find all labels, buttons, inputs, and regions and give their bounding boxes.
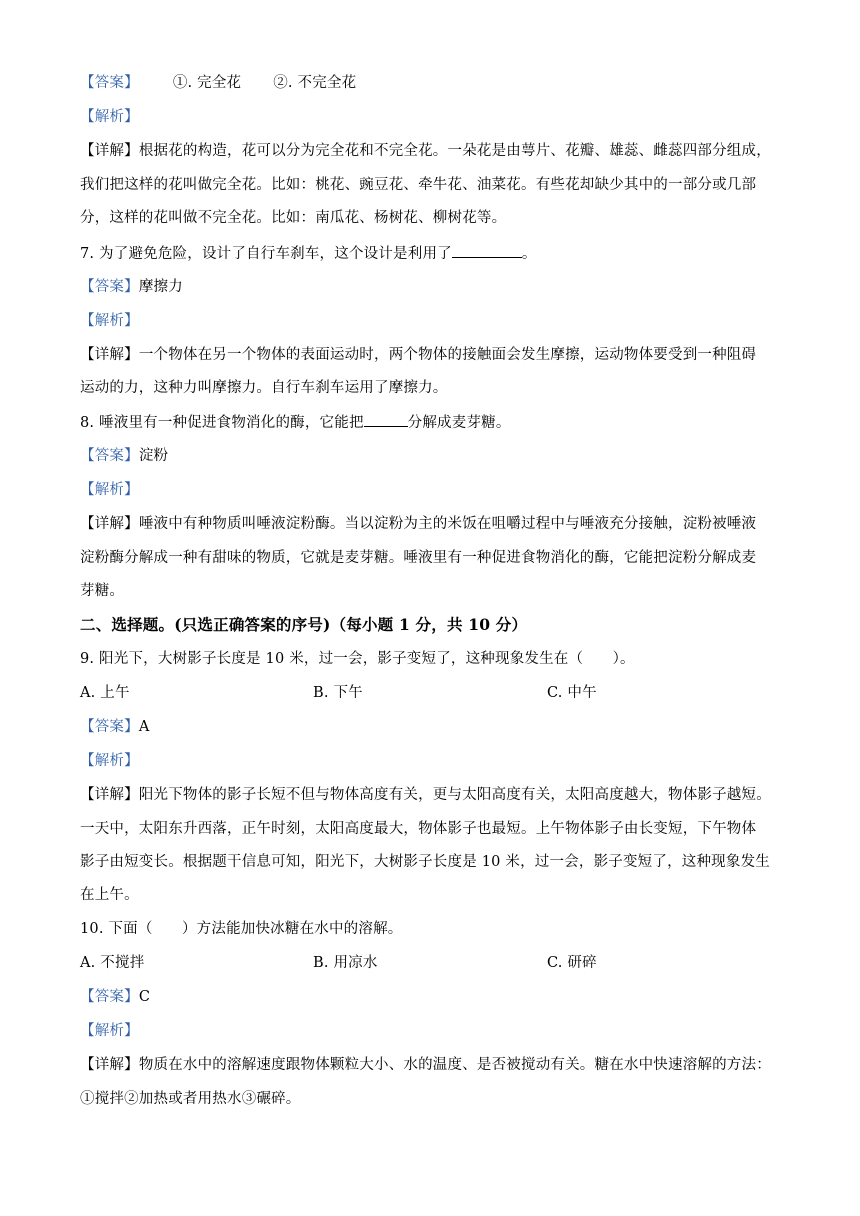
q7-detail-line-2: 运动的力，这种力叫摩擦力。自行车刹车运用了摩擦力。 [80,380,448,396]
q9-detail-line-2: 一天中，太阳东升西落，正午时刻，太阳高度最大，物体影子也最短。上午物体影子由长变短，下午物体 [80,821,757,837]
q8-answer: 淀粉 [138,448,169,464]
option-a: A. 上午 [80,685,130,701]
detail-tag: 【详解】 [80,143,139,159]
analysis-tag: 【解析】 [80,313,139,329]
q8-question [80,411,780,434]
q7-question [80,242,780,265]
q6-detail-line-1 [80,140,780,162]
q7-analysis-row [80,310,780,332]
q10-detail-line-1 [80,1054,780,1076]
q9-detail-line-1 [80,784,780,806]
q6-analysis-row [80,106,780,128]
q6-answer-2: ②. 不完全花 [273,75,357,91]
question-text: 7. 为了避免危险，设计了自行车刹车，这个设计是利用了 [80,246,452,262]
analysis-tag: 【解析】 [80,1023,139,1039]
q8-detail-line-3: 芽糖。 [80,583,125,599]
section-heading: 二、选择题。(只选正确答案的序号)（每小题 1 分，共 10 分） [80,615,528,634]
q10-detail-line-2: ①搅拌②加热或者用热水③碾碎。 [80,1091,301,1107]
question-text: 8. 唾液里有一种促进食物消化的酶，它能把 [80,415,364,431]
answer-tag: 【答案】 [80,448,139,464]
q6-answer-1: ①. 完全花 [172,75,242,91]
detail-text: 物质在水中的溶解速度跟物体颗粒大小、水的温度、是否被搅动有关。糖在水中快速溶解的方法： [138,1057,771,1073]
q7-answer-row [80,276,780,298]
detail-tag: 【详解】 [80,1057,139,1073]
option-c: C. 中午 [547,685,597,701]
q8-detail-line-1 [80,513,780,535]
q7-detail-line-1 [80,344,780,366]
detail-text: 阳光下物体的影子长短不但与物体高度有关，更与太阳高度有关，太阳高度越大，物体影子越短。 [138,787,771,803]
answer-tag: 【答案】 [80,989,139,1005]
detail-tag: 【详解】 [80,787,139,803]
detail-text: 唾液中有种物质叫唾液淀粉酶。当以淀粉为主的米饭在咀嚼过程中与唾液充分接触，淀粉被唾液 [138,516,757,532]
q9-detail-line-3: 影子由短变长。根据题干信息可知，阳光下，大树影子长度是 10 米，过一会，影子变短了，这种现象发生 [80,854,770,870]
detail-tag: 【详解】 [80,516,139,532]
q10-answer: C [138,989,151,1005]
option-a: A. 不搅拌 [80,955,145,971]
q6-detail-line-2: 我们把这样的花叫做完全花。比如：桃花、豌豆花、牵牛花、油菜花。有些花却缺少其中的一部分或几部 [80,177,757,193]
q7-answer: 摩擦力 [138,279,183,295]
detail-text: 一个物体在另一个物体的表面运动时，两个物体的接触面会发生摩擦，运动物体要受到一种阻碍 [138,347,757,363]
answer-blank [364,411,408,427]
question-text-end: 。 [521,246,537,262]
option-b: B. 用凉水 [313,955,378,971]
q9-analysis-row [80,750,780,772]
q8-detail-line-2: 淀粉酶分解成一种有甜味的物质，它就是麦芽糖。唾液里有一种促进食物消化的酶，它能把淀粉分解成麦 [80,550,757,566]
q10-answer-row [80,986,780,1008]
q9-answer: A [138,719,150,735]
option-b: B. 下午 [313,685,363,701]
q8-analysis-row [80,479,780,501]
analysis-tag: 【解析】 [80,109,139,125]
question-text-end: 分解成麦芽糖。 [407,415,511,431]
q10-question: 10. 下面（ ）方法能加快冰糖在水中的溶解。 [80,921,403,937]
answer-blank [452,242,522,258]
q9-answer-row [80,716,780,738]
detail-tag: 【详解】 [80,347,139,363]
answer-tag: 【答案】 [80,279,139,295]
q9-question: 9. 阳光下，大树影子长度是 10 米，过一会，影子变短了，这种现象发生在（ ）。 [80,651,635,667]
option-c: C. 研碎 [547,955,597,971]
answer-tag: 【答案】 [80,719,139,735]
q6-detail-line-3: 分，这样的花叫做不完全花。比如：南瓜花、杨树花、柳树花等。 [80,210,507,226]
q6-answer-row [80,72,780,94]
q9-detail-line-4: 在上午。 [80,887,139,903]
analysis-tag: 【解析】 [80,482,139,498]
q8-answer-row [80,445,780,467]
analysis-tag: 【解析】 [80,753,139,769]
detail-text: 根据花的构造，花可以分为完全花和不完全花。一朵花是由萼片、花瓣、雄蕊、雌蕊四部分组成， [138,143,771,159]
answer-tag: 【答案】 [80,75,139,91]
q10-analysis-row [80,1020,780,1042]
